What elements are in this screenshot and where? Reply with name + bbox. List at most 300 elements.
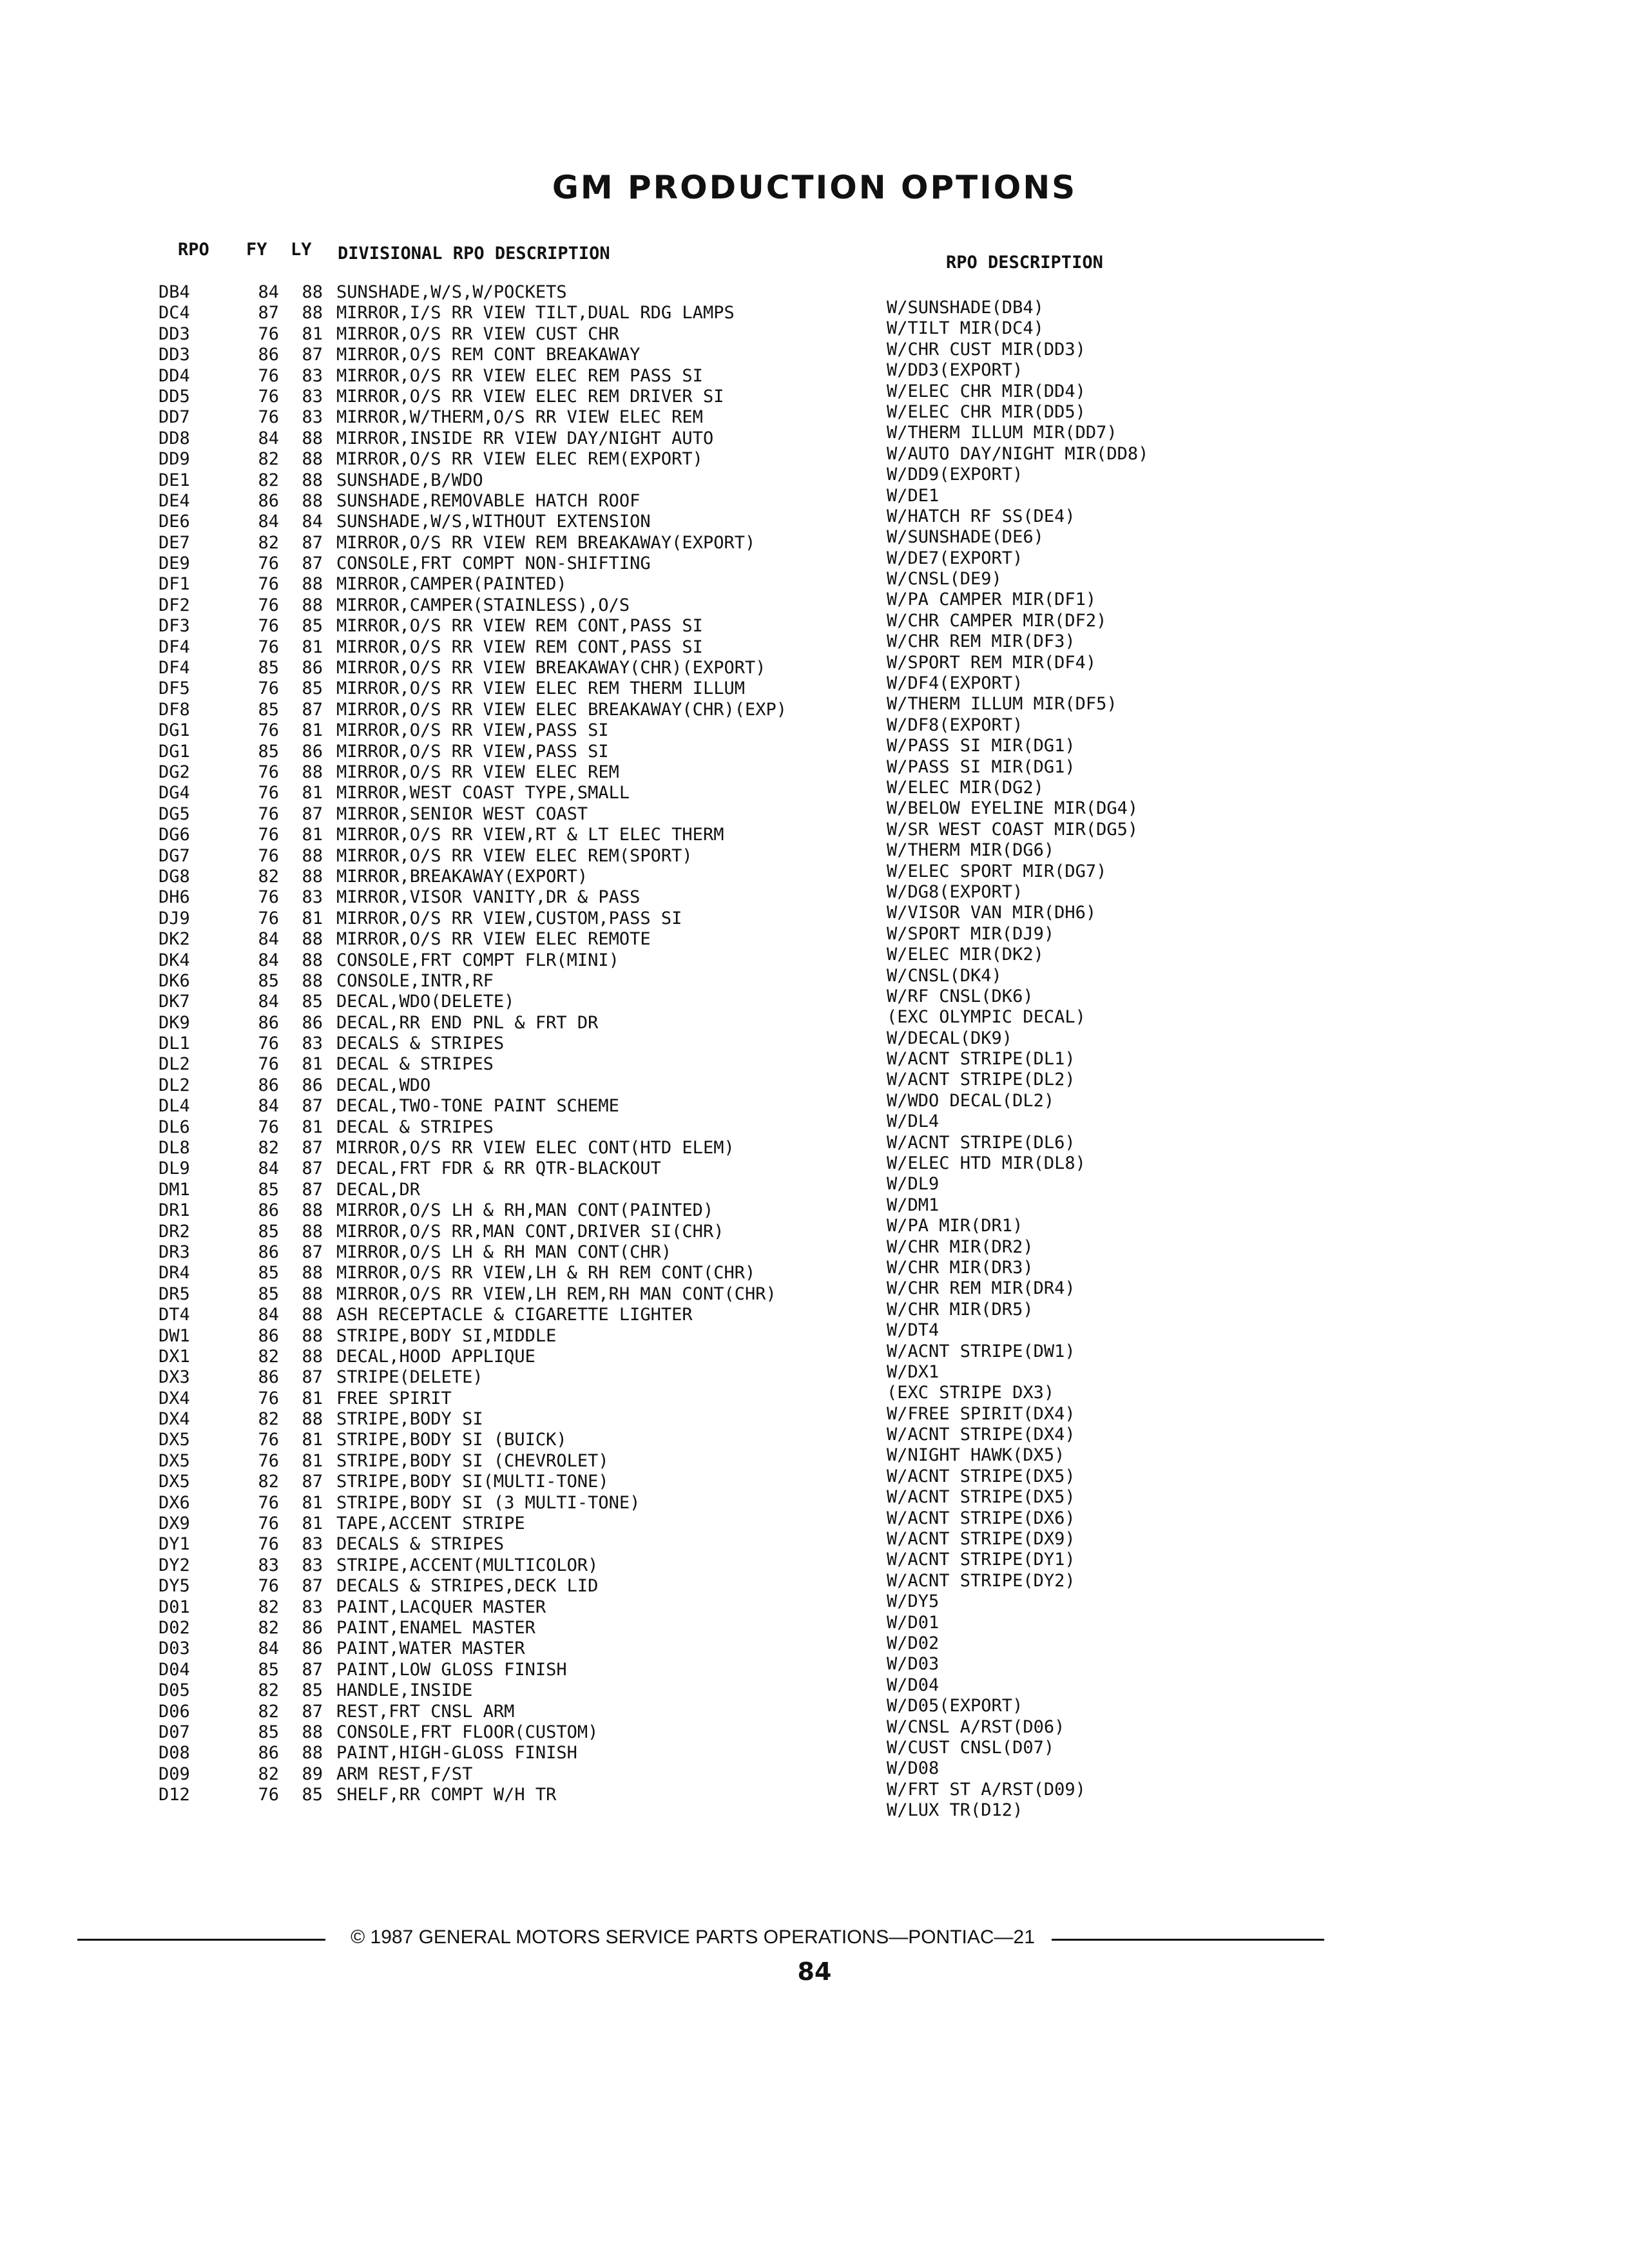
table-row (159, 908, 867, 929)
options-table (159, 282, 867, 1806)
divisional-description: MIRROR,O/S RR VIEW,PASS SI (336, 741, 609, 762)
last-year: 88 (302, 845, 323, 866)
divisional-description: PAINT,WATER MASTER (336, 1639, 525, 1659)
last-year: 81 (302, 1514, 323, 1534)
table-row (159, 950, 867, 971)
rpo-description: W/ACNT STRIPE(DL2) (887, 1070, 1075, 1090)
first-year: 76 (258, 1492, 279, 1513)
divisional-description: MIRROR,O/S REM CONT BREAKAWAY (336, 345, 641, 365)
rpo-code: DB4 (159, 282, 190, 302)
last-year: 83 (302, 407, 323, 428)
rpo-code: DK2 (159, 929, 190, 950)
table-row (159, 846, 867, 867)
rpo-description: W/CHR MIR(DR3) (887, 1257, 1034, 1278)
last-year: 83 (302, 365, 323, 386)
rpo-description: W/PA CAMPER MIR(DF1) (887, 590, 1097, 610)
divisional-description: PAINT,HIGH-GLOSS FINISH (336, 1743, 577, 1763)
table-row (159, 720, 867, 741)
table-row (159, 1618, 867, 1639)
last-year: 88 (302, 950, 323, 970)
last-year: 87 (302, 699, 323, 720)
rpo-code: DG7 (159, 845, 190, 866)
table-row (159, 324, 867, 345)
first-year: 83 (258, 1555, 279, 1575)
divisional-description: STRIPE,BODY SI (CHEVROLET) (336, 1450, 609, 1471)
first-year: 85 (258, 970, 279, 991)
divisional-description: DECAL,HOOD APPLIQUE (336, 1346, 535, 1367)
divisional-description: MIRROR,O/S LH & RH,MAN CONT(PAINTED) (336, 1200, 714, 1221)
last-year: 88 (302, 1325, 323, 1346)
divisional-description: MIRROR,O/S RR VIEW BREAKAWAY(CHR)(EXPORT) (336, 658, 766, 678)
rpo-code: DX5 (159, 1430, 190, 1450)
last-year: 81 (302, 1492, 323, 1513)
last-year: 81 (302, 908, 323, 928)
table-row (159, 1576, 867, 1597)
rpo-description: W/DT4 (887, 1320, 940, 1341)
rpo-code: DX4 (159, 1409, 190, 1430)
first-year: 76 (258, 1514, 279, 1534)
table-row (159, 1389, 867, 1409)
first-year: 84 (258, 929, 279, 950)
last-year: 86 (302, 1618, 323, 1638)
first-year: 82 (258, 1701, 279, 1722)
divisional-description: MIRROR,O/S RR VIEW REM BREAKAWAY(EXPORT) (336, 532, 756, 553)
table-row (159, 1493, 867, 1514)
table-row (159, 700, 867, 720)
divisional-description: DECALS & STRIPES,DECK LID (336, 1576, 599, 1597)
first-year: 86 (258, 1242, 279, 1262)
rpo-description: W/DL9 (887, 1174, 940, 1195)
rpo-code: DF4 (159, 637, 190, 657)
first-year: 84 (258, 282, 279, 302)
rpo-description: W/ELEC MIR(DK2) (887, 945, 1044, 965)
rpo-description: W/ACNT STRIPE(DX6) (887, 1508, 1075, 1528)
rpo-code: DR1 (159, 1200, 190, 1221)
first-year: 76 (258, 407, 279, 428)
divisional-description: STRIPE,BODY SI(MULTI-TONE) (336, 1472, 609, 1492)
first-year: 84 (258, 992, 279, 1012)
divisional-description: CONSOLE,INTR,RF (336, 970, 494, 991)
table-row (159, 533, 867, 553)
divisional-description: MIRROR,WEST COAST TYPE,SMALL (336, 783, 630, 803)
rpo-description: W/DD9(EXPORT) (887, 465, 1023, 485)
divisional-description: MIRROR,O/S RR VIEW ELEC REM(SPORT) (336, 845, 693, 866)
table-row (159, 366, 867, 387)
divisional-description: SUNSHADE,W/S,WITHOUT EXTENSION (336, 512, 651, 532)
rpo-code: DL8 (159, 1138, 190, 1158)
rpo-description: W/DE7(EXPORT) (887, 548, 1023, 568)
rpo-description: W/DG8(EXPORT) (887, 881, 1023, 902)
rpo-description: W/WDO DECAL(DL2) (887, 1090, 1055, 1111)
divisional-description: DECAL,FRT FDR & RR QTR-BLACKOUT (336, 1158, 661, 1179)
rpo-description-column (887, 298, 1531, 1821)
rpo-description: W/D01 (887, 1612, 940, 1633)
last-year: 88 (302, 1743, 323, 1763)
divisional-description: SUNSHADE,W/S,W/POCKETS (336, 282, 567, 302)
table-row (159, 1702, 867, 1722)
table-row (159, 637, 867, 658)
rpo-description: W/ACNT STRIPE(DW1) (887, 1341, 1075, 1361)
first-year: 86 (258, 1012, 279, 1033)
last-year: 83 (302, 1555, 323, 1575)
rpo-code: DF8 (159, 699, 190, 720)
divisional-description: MIRROR,CAMPER(PAINTED) (336, 574, 567, 595)
table-row (159, 1054, 867, 1075)
last-year: 83 (302, 887, 323, 908)
rpo-code: DX1 (159, 1346, 190, 1367)
page-number: 84 (797, 1957, 832, 1986)
rpo-code: DL2 (159, 1075, 190, 1095)
divisional-description: PAINT,LACQUER MASTER (336, 1597, 546, 1617)
rpo-code: D12 (159, 1785, 190, 1805)
first-year: 76 (258, 1576, 279, 1597)
rpo-code: DK4 (159, 950, 190, 970)
first-year: 84 (258, 1639, 279, 1659)
header-divisional-description: DIVISIONAL RPO DESCRIPTION (338, 244, 610, 264)
first-year: 76 (258, 323, 279, 344)
table-row (159, 1555, 867, 1576)
first-year: 84 (258, 1158, 279, 1179)
divisional-description: DECALS & STRIPES (336, 1534, 505, 1555)
last-year: 88 (302, 449, 323, 470)
rpo-description: W/D08 (887, 1758, 940, 1779)
last-year: 88 (302, 1346, 323, 1367)
rpo-description: W/CNSL(DK4) (887, 965, 1002, 986)
rpo-code: DL4 (159, 1096, 190, 1117)
table-row (159, 553, 867, 574)
rpo-code: DX5 (159, 1472, 190, 1492)
rpo-description: W/ELEC SPORT MIR(DG7) (887, 861, 1107, 881)
divisional-description: PAINT,ENAMEL MASTER (336, 1618, 535, 1638)
rpo-code: DF2 (159, 595, 190, 615)
table-row (159, 616, 867, 637)
first-year: 82 (258, 1346, 279, 1367)
first-year: 82 (258, 1409, 279, 1430)
divisional-description: DECALS & STRIPES (336, 1033, 505, 1054)
last-year: 88 (302, 1722, 323, 1742)
rpo-description: W/SPORT MIR(DJ9) (887, 923, 1055, 944)
first-year: 76 (258, 365, 279, 386)
table-row (159, 1409, 867, 1430)
last-year: 88 (302, 490, 323, 511)
rpo-code: DC4 (159, 303, 190, 323)
table-row (159, 1075, 867, 1096)
rpo-description: W/DECAL(DK9) (887, 1028, 1013, 1048)
divisional-description: STRIPE,ACCENT(MULTICOLOR) (336, 1555, 599, 1575)
divisional-description: MIRROR,O/S RR VIEW,LH & RH REM CONT(CHR) (336, 1263, 756, 1283)
table-row (159, 971, 867, 992)
table-row (159, 428, 867, 449)
rpo-code: DR3 (159, 1242, 190, 1262)
first-year: 76 (258, 1534, 279, 1555)
table-row (159, 282, 867, 303)
divisional-description: MIRROR,O/S RR VIEW CUST CHR (336, 323, 619, 344)
last-year: 85 (302, 678, 323, 699)
table-row (159, 387, 867, 407)
last-year: 87 (302, 1576, 323, 1597)
rpo-description: (EXC STRIPE DX3) (887, 1383, 1055, 1403)
first-year: 76 (258, 803, 279, 824)
first-year: 82 (258, 1138, 279, 1158)
first-year: 86 (258, 1367, 279, 1388)
first-year: 76 (258, 845, 279, 866)
divisional-description: SHELF,RR COMPT W/H TR (336, 1785, 557, 1805)
rpo-description: W/DD3(EXPORT) (887, 360, 1023, 381)
last-year: 88 (302, 970, 323, 991)
last-year: 83 (302, 386, 323, 407)
table-row (159, 449, 867, 470)
table-row (159, 595, 867, 616)
divisional-description: ASH RECEPTACLE & CIGARETTE LIGHTER (336, 1305, 693, 1325)
rpo-description: W/PASS SI MIR(DG1) (887, 756, 1075, 777)
divisional-description: SUNSHADE,B/WDO (336, 470, 483, 490)
rpo-description: W/AUTO DAY/NIGHT MIR(DD8) (887, 443, 1149, 464)
rpo-description: W/CHR MIR(DR2) (887, 1236, 1034, 1257)
last-year: 84 (302, 512, 323, 532)
table-row (159, 1451, 867, 1472)
table-row (159, 1722, 867, 1743)
last-year: 87 (302, 1701, 323, 1722)
first-year: 84 (258, 950, 279, 970)
last-year: 81 (302, 783, 323, 803)
table-row (159, 658, 867, 678)
last-year: 86 (302, 741, 323, 762)
rpo-description: W/ACNT STRIPE(DX5) (887, 1466, 1075, 1486)
first-year: 86 (258, 345, 279, 365)
rpo-code: DL9 (159, 1158, 190, 1179)
last-year: 81 (302, 825, 323, 845)
rpo-description: W/ACNT STRIPE(DX5) (887, 1487, 1075, 1508)
table-row (159, 1597, 867, 1618)
table-row (159, 825, 867, 845)
rpo-code: DD9 (159, 449, 190, 470)
divisional-description: MIRROR,O/S RR VIEW REM CONT,PASS SI (336, 637, 703, 657)
first-year: 76 (258, 637, 279, 657)
rpo-code: D03 (159, 1639, 190, 1659)
first-year: 82 (258, 1618, 279, 1638)
first-year: 85 (258, 1221, 279, 1242)
first-year: 76 (258, 887, 279, 908)
page-title: GM PRODUCTION OPTIONS (552, 169, 1077, 206)
rpo-description: W/NIGHT HAWK(DX5) (887, 1445, 1065, 1466)
rpo-code: DL6 (159, 1117, 190, 1137)
last-year: 87 (302, 345, 323, 365)
divisional-description: DECAL,DR (336, 1179, 421, 1200)
first-year: 76 (258, 1450, 279, 1471)
last-year: 81 (302, 720, 323, 741)
rpo-code: DD3 (159, 345, 190, 365)
rpo-code: DK9 (159, 1012, 190, 1033)
divisional-description: MIRROR,O/S RR VIEW,RT & LT ELEC THERM (336, 825, 724, 845)
rpo-description: W/THERM MIR(DG6) (887, 840, 1055, 861)
first-year: 76 (258, 783, 279, 803)
divisional-description: MIRROR,SENIOR WEST COAST (336, 803, 588, 824)
first-year: 76 (258, 1033, 279, 1054)
first-year: 85 (258, 1179, 279, 1200)
table-row (159, 1013, 867, 1033)
rpo-code: DY2 (159, 1555, 190, 1575)
table-row (159, 1743, 867, 1763)
first-year: 82 (258, 1680, 279, 1701)
first-year: 76 (258, 1430, 279, 1450)
divisional-description: HANDLE,INSIDE (336, 1680, 473, 1701)
divisional-description: DECAL & STRIPES (336, 1054, 494, 1075)
last-year: 83 (302, 1534, 323, 1555)
rpo-code: D05 (159, 1680, 190, 1701)
rpo-code: DX3 (159, 1367, 190, 1388)
rpo-description: W/CHR MIR(DR5) (887, 1299, 1034, 1320)
rpo-code: DR5 (159, 1283, 190, 1304)
divisional-description: STRIPE,BODY SI,MIDDLE (336, 1325, 557, 1346)
table-row (159, 1305, 867, 1325)
rpo-description: W/SUNSHADE(DB4) (887, 298, 1044, 318)
rpo-description: W/HATCH RF SS(DE4) (887, 506, 1075, 526)
table-row (159, 1117, 867, 1138)
last-year: 81 (302, 637, 323, 657)
rpo-description: W/PASS SI MIR(DG1) (887, 736, 1075, 756)
rpo-code: DF3 (159, 616, 190, 637)
divisional-description: CONSOLE,FRT COMPT NON-SHIFTING (336, 553, 651, 574)
first-year: 76 (258, 386, 279, 407)
rpo-code: DW1 (159, 1325, 190, 1346)
first-year: 76 (258, 553, 279, 574)
rpo-code: DY5 (159, 1576, 190, 1597)
first-year: 86 (258, 490, 279, 511)
footer-rule-left (77, 1939, 325, 1941)
rpo-code: DD3 (159, 323, 190, 344)
table-row (159, 783, 867, 803)
rpo-description: W/CHR REM MIR(DR4) (887, 1278, 1075, 1299)
first-year: 82 (258, 1763, 279, 1784)
last-year: 81 (302, 1117, 323, 1137)
last-year: 87 (302, 532, 323, 553)
last-year: 81 (302, 1054, 323, 1075)
table-row (159, 1514, 867, 1534)
rpo-description: W/BELOW EYELINE MIR(DG4) (887, 798, 1139, 819)
table-row (159, 992, 867, 1012)
rpo-code: DD8 (159, 428, 190, 448)
divisional-description: STRIPE,BODY SI (3 MULTI-TONE) (336, 1492, 641, 1513)
last-year: 87 (302, 1158, 323, 1179)
footer-copyright: © 1987 GENERAL MOTORS SERVICE PARTS OPERATIONS—PONTIAC—21 (351, 1927, 1035, 1948)
table-row (159, 867, 867, 887)
table-row (159, 1639, 867, 1659)
header-rpo: RPO (178, 240, 209, 260)
rpo-description: W/ELEC CHR MIR(DD5) (887, 401, 1086, 422)
table-row (159, 470, 867, 491)
first-year: 76 (258, 678, 279, 699)
last-year: 87 (302, 1367, 323, 1388)
divisional-description: MIRROR,BREAKAWAY(EXPORT) (336, 866, 588, 887)
first-year: 82 (258, 866, 279, 887)
rpo-code: DD5 (159, 386, 190, 407)
first-year: 82 (258, 449, 279, 470)
table-row (159, 1680, 867, 1701)
divisional-description: MIRROR,I/S RR VIEW TILT,DUAL RDG LAMPS (336, 303, 735, 323)
first-year: 85 (258, 1283, 279, 1304)
rpo-description: W/DX1 (887, 1361, 940, 1382)
first-year: 85 (258, 1263, 279, 1283)
rpo-code: DX5 (159, 1450, 190, 1471)
divisional-description: ARM REST,F/ST (336, 1763, 473, 1784)
rpo-description: W/D04 (887, 1675, 940, 1695)
last-year: 83 (302, 1033, 323, 1054)
rpo-code: DE9 (159, 553, 190, 574)
table-row (159, 1242, 867, 1263)
rpo-code: D01 (159, 1597, 190, 1617)
divisional-description: MIRROR,VISOR VANITY,DR & PASS (336, 887, 641, 908)
first-year: 76 (258, 574, 279, 595)
last-year: 85 (302, 992, 323, 1012)
rpo-code: DK6 (159, 970, 190, 991)
first-year: 76 (258, 1785, 279, 1805)
rpo-description: W/RF CNSL(DK6) (887, 986, 1034, 1006)
rpo-description: W/ACNT STRIPE(DY2) (887, 1570, 1075, 1591)
rpo-description: W/ELEC CHR MIR(DD4) (887, 381, 1086, 401)
divisional-description: REST,FRT CNSL ARM (336, 1701, 515, 1722)
divisional-description: DECAL,WDO(DELETE) (336, 992, 515, 1012)
rpo-code: DM1 (159, 1179, 190, 1200)
rpo-description: W/DL4 (887, 1111, 940, 1132)
first-year: 82 (258, 1597, 279, 1617)
last-year: 85 (302, 1680, 323, 1701)
last-year: 88 (302, 470, 323, 490)
first-year: 76 (258, 616, 279, 637)
rpo-description: W/CNSL A/RST(D06) (887, 1716, 1065, 1737)
first-year: 86 (258, 1325, 279, 1346)
divisional-description: PAINT,LOW GLOSS FINISH (336, 1659, 567, 1680)
rpo-code: DL2 (159, 1054, 190, 1075)
table-row (159, 1033, 867, 1054)
header-fy: FY (246, 240, 267, 260)
divisional-description: SUNSHADE,REMOVABLE HATCH ROOF (336, 490, 641, 511)
table-row (159, 1096, 867, 1117)
first-year: 85 (258, 658, 279, 678)
divisional-description: CONSOLE,FRT COMPT FLR(MINI) (336, 950, 619, 970)
table-row (159, 1534, 867, 1555)
divisional-description: STRIPE(DELETE) (336, 1367, 483, 1388)
last-year: 88 (302, 929, 323, 950)
divisional-description: MIRROR,O/S RR VIEW ELEC BREAKAWAY(CHR)(EXP) (336, 699, 787, 720)
divisional-description: MIRROR,O/S RR VIEW ELEC REM THERM ILLUM (336, 678, 745, 699)
table-row (159, 1430, 867, 1450)
rpo-code: DG1 (159, 720, 190, 741)
rpo-description: W/CHR REM MIR(DF3) (887, 631, 1075, 652)
first-year: 87 (258, 303, 279, 323)
last-year: 83 (302, 1597, 323, 1617)
table-row (159, 1472, 867, 1492)
rpo-description: W/FRT ST A/RST(D09) (887, 1779, 1086, 1800)
last-year: 88 (302, 762, 323, 782)
divisional-description: CONSOLE,FRT FLOOR(CUSTOM) (336, 1722, 599, 1742)
last-year: 87 (302, 553, 323, 574)
divisional-description: TAPE,ACCENT STRIPE (336, 1514, 525, 1534)
first-year: 85 (258, 741, 279, 762)
rpo-code: DL1 (159, 1033, 190, 1054)
first-year: 84 (258, 428, 279, 448)
rpo-description: W/CHR CAMPER MIR(DF2) (887, 610, 1107, 631)
last-year: 88 (302, 595, 323, 615)
table-row (159, 1200, 867, 1221)
last-year: 88 (302, 1263, 323, 1283)
rpo-code: DY1 (159, 1534, 190, 1555)
table-row (159, 574, 867, 595)
table-row (159, 804, 867, 825)
rpo-code: DG8 (159, 866, 190, 887)
last-year: 87 (302, 1242, 323, 1262)
rpo-code: DF5 (159, 678, 190, 699)
last-year: 86 (302, 1012, 323, 1033)
